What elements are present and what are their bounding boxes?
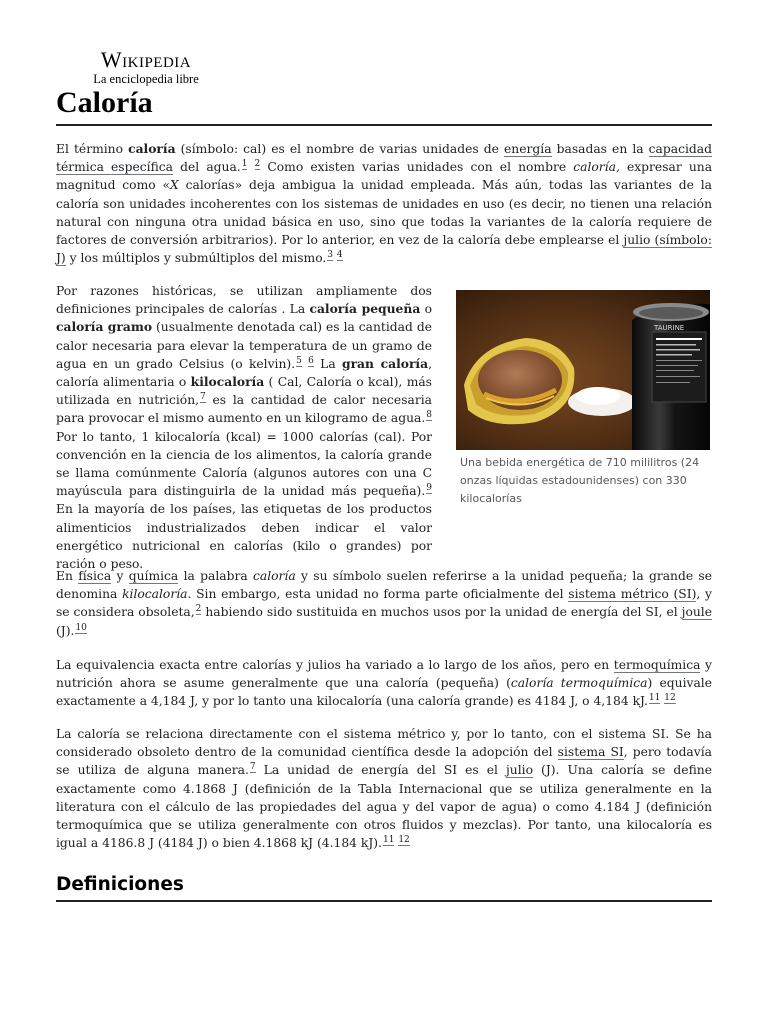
ref-3[interactable]: 3 (327, 250, 334, 261)
ref-12[interactable]: 12 (398, 835, 410, 846)
ref-5[interactable]: 5 (296, 355, 302, 366)
bold-term: caloría (128, 141, 176, 156)
text: (símbolo: cal) es el nombre de varias unidades de (175, 142, 505, 156)
link-energia[interactable]: energía (504, 142, 552, 156)
link-termoquimica[interactable]: termoquímica (613, 658, 701, 672)
ref-2[interactable]: 2 (195, 604, 202, 615)
wikipedia-logo[interactable] (76, 48, 216, 86)
ref-1[interactable]: 1 (241, 159, 248, 170)
text: Por razones históricas, se utilizan ampliamente dos definiciones principales de calorías . La (56, 284, 432, 317)
ref-10[interactable]: 10 (75, 622, 87, 633)
link-julio[interactable]: julio (símbolo: J) (56, 233, 712, 266)
text: y nutrición ahora se asume generalmente que una caloría (pequeña) ( (56, 658, 712, 691)
text: la palabra (178, 569, 253, 583)
text: El término (56, 142, 129, 156)
si-relation-paragraph (56, 725, 712, 852)
text: (J). Una caloría se define exactamente como 4.1868 J (definición de la Tabla Internacional que se utiliza generalmente en la literatura con el cálculo de las propiedades del agua y del vapor de agua) o como 4.184 J (definición termoquímica que se utiliza generalmente con otros fluidos y mezclas). Por tanto, una kilocaloría es igual a 4186.8 J (4184 J) o bien 4.1868 kJ (4.184 kJ). (56, 763, 712, 851)
bold-term: kilocaloría (190, 374, 265, 390)
text: La equivalencia exacta entre calorías y julios ha variado a lo largo de los años, pero en (56, 658, 614, 672)
link-julio[interactable]: julio (505, 763, 533, 778)
link-quimica[interactable]: química (128, 569, 179, 583)
text: Por lo tanto, 1 kilocaloría (kcal) = 1000 calorías (cal). Por convención en la ciencia de los alimentos, la caloría grande se llama comúnmente Caloría (algunos autores con una C mayúscula para distinguirla de la unidad más pequeña). (56, 429, 432, 499)
ref-9[interactable]: 9 (426, 483, 432, 494)
text: En (56, 569, 79, 583)
definitions-paragraph (56, 282, 432, 573)
text: , caloría alimentaria o (56, 356, 432, 390)
text: . Sin embargo, esta unidad no forma parte oficialmente del (187, 587, 569, 602)
text: expresar una magnitud como « (56, 160, 713, 193)
link-capacidad-termica[interactable]: capacidad térmica específica (56, 142, 712, 175)
text: y los múltiplos y submúltiplos del mismo. (65, 251, 327, 266)
bold-term: gran caloría (341, 355, 429, 371)
ref-6[interactable]: 6 (308, 355, 314, 366)
energy-drink-photo[interactable] (456, 290, 710, 450)
text: En la mayoría de los países, las etiquetas de los productos alimenticios industrializados deben indicar el valor energético nutricional en calorías (kilo o grandes) por ración o peso. (56, 502, 432, 572)
text: o (420, 302, 433, 317)
figure-caption: Una bebida energética de 710 mililitros (24 onzas líquidas estadounidenses) con 330 kilocalorías (460, 456, 700, 505)
text: Como existen varias unidades con el nombre (260, 160, 574, 175)
ref-4[interactable]: 4 (336, 250, 343, 261)
text: basadas en la (551, 142, 649, 156)
italic-term: kilocaloría (122, 587, 188, 602)
energy-drink-figure (456, 290, 710, 508)
section-heading-definiciones: Definiciones (56, 872, 712, 902)
ref-11[interactable]: 11 (648, 693, 661, 704)
bold-term: caloría pequeña (309, 301, 421, 317)
bold-term: caloría gramo (56, 319, 153, 335)
text: y (111, 569, 129, 583)
text: habiendo sido sustituida en muchos usos por la unidad de energía del SI, el (201, 605, 682, 620)
equivalence-paragraph (56, 656, 712, 711)
page-title: Caloría (56, 84, 712, 126)
text: es la cantidad de calor necesaria para provocar el mismo aumento en un kilogramo de agua. (56, 393, 432, 426)
text: y su símbolo suelen referirse a la unidad pequeña; la grande se denomina (56, 569, 712, 602)
ref-7[interactable]: 7 (200, 392, 206, 403)
text: , y se considera obsoleta, (56, 587, 712, 620)
ref-11[interactable]: 11 (383, 835, 395, 846)
link-fisica[interactable]: física (78, 569, 112, 583)
text: La unidad de energía del SI es el (255, 763, 506, 778)
italic-term: caloría (253, 569, 296, 583)
link-joule[interactable]: joule (681, 605, 712, 620)
text: (usualmente denotada cal) es la cantidad de calor necesaria para elevar la temperatura de un gramo de agua en un grado Celsius (o kelvin). (56, 320, 432, 371)
text: calorías» deja ambigua la unidad empleada. Más aún, todas las variantes de la caloría son unidades incoherentes con los sistemas de unidades en uso (es decir, no tienen una relación natural con ninguna otra unidad básica en uso, sino que todas la variantes de la caloría requiere de factores de conversión arbitrarios). Por lo anterior, en vez de la caloría debe emplearse el (56, 178, 712, 248)
link-sistema-metrico[interactable]: sistema métrico (SI) (568, 587, 697, 602)
italic-term: caloría, (573, 160, 620, 175)
text: ( Cal, Caloría o kcal), más utilizada en nutrición, (56, 375, 432, 408)
link-sistema-si[interactable]: sistema SI (557, 745, 624, 760)
text: La caloría se relaciona directamente con el sistema métrico y, por lo tanto, con el sistema SI. Se ha considerado obsoleto dentro de la comunidad científica desde la adopción del (56, 727, 712, 760)
text: La (313, 356, 342, 371)
italic-term: X (170, 178, 179, 193)
text: (J). (56, 623, 75, 638)
ref-2[interactable]: 2 (254, 159, 261, 170)
ref-7[interactable]: 7 (249, 762, 256, 773)
ref-12[interactable]: 12 (664, 693, 676, 704)
text: , pero todavía se utiliza de alguna manera. (56, 745, 712, 778)
logo-tagline: La enciclopedia libre (93, 72, 199, 86)
text: ) equivale exactamente a 4,184 J, y por lo tanto una kilocaloría (una caloría grande) es 4184 J, o 4,184 kJ. (56, 676, 712, 709)
ref-8[interactable]: 8 (426, 410, 432, 421)
text: del agua. (173, 160, 241, 175)
can-label: TAURINE (654, 324, 685, 332)
italic-term: caloría termoquímica (510, 676, 648, 691)
logo-wordmark: Wikipedia (100, 47, 192, 72)
intro-paragraph (56, 140, 712, 267)
physics-chemistry-paragraph (56, 567, 712, 640)
